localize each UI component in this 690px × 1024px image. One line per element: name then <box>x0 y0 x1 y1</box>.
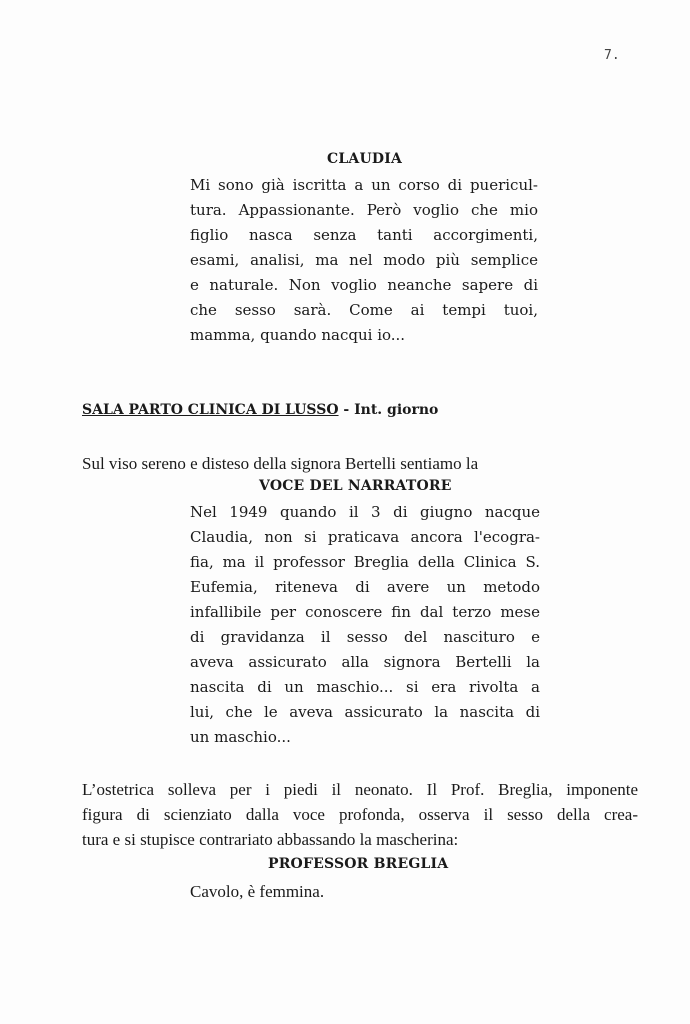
action-line: Sul viso sereno e disteso della signora Bertelli sentiamo la <box>82 454 479 473</box>
scene-location: SALA PARTO CLINICA DI LUSSO <box>82 402 339 418</box>
action-text-1 <box>82 451 552 476</box>
dialogue-line: mamma, quando nacqui io... <box>190 326 406 344</box>
scene-time: - Int. giorno <box>338 402 439 418</box>
dialogue-line: infallibile per conoscere fin dal terzo mese <box>190 603 540 621</box>
dialogue-line: di gravidanza il sesso del nascituro e <box>190 628 540 646</box>
dialogue-line: Claudia, non si praticava ancora l'ecogra- <box>190 528 540 546</box>
dialogue-line: Nel 1949 quando il 3 di giugno nacque <box>190 503 540 521</box>
dialogue-line: che sesso sarà. Come ai tempi tuoi, <box>190 301 538 319</box>
speaker-professor: PROFESSOR BREGLIA <box>268 856 449 872</box>
dialogue-line: un maschio... <box>190 728 291 746</box>
dialogue-line: figlio nasca senza tanti accorgimenti, <box>190 226 538 244</box>
action-line: tura e si stupisce contrariato abbassando la mascherina: <box>82 830 459 849</box>
dialogue-line: lui, che le aveva assicurato la nascita di <box>190 703 540 721</box>
action-line: figura di scienziato dalla voce profonda, osserva il sesso della crea- <box>82 805 638 824</box>
dialogue-line: aveva assicurato alla signora Bertelli la <box>190 653 540 671</box>
dialogue-line: fia, ma il professor Breglia della Clinica S. <box>190 553 540 571</box>
dialogue-line: esami, analisi, ma nel modo più semplice <box>190 251 538 269</box>
dialogue-narrator <box>190 500 540 750</box>
dialogue-line: tura. Appassionante. Però voglio che mio <box>190 201 538 219</box>
action-text-2 <box>82 777 638 852</box>
dialogue-line: Cavolo, è femmina. <box>190 882 325 901</box>
dialogue-line: Eufemia, riteneva di avere un metodo <box>190 578 540 596</box>
page-number: 7. <box>604 48 620 63</box>
scene-heading <box>82 402 438 418</box>
dialogue-line: nascita di un maschio... si era rivolta a <box>190 678 540 696</box>
speaker-narrator: VOCE DEL NARRATORE <box>259 478 452 494</box>
speaker-claudia: CLAUDIA <box>327 151 403 167</box>
action-line: L’ostetrica solleva per i piedi il neonato. Il Prof. Breglia, imponente <box>82 780 638 799</box>
dialogue-professor <box>190 879 324 904</box>
dialogue-line: Mi sono già iscritta a un corso di puericul- <box>190 176 538 194</box>
dialogue-line: e naturale. Non voglio neanche sapere di <box>190 276 538 294</box>
dialogue-claudia <box>190 173 538 348</box>
